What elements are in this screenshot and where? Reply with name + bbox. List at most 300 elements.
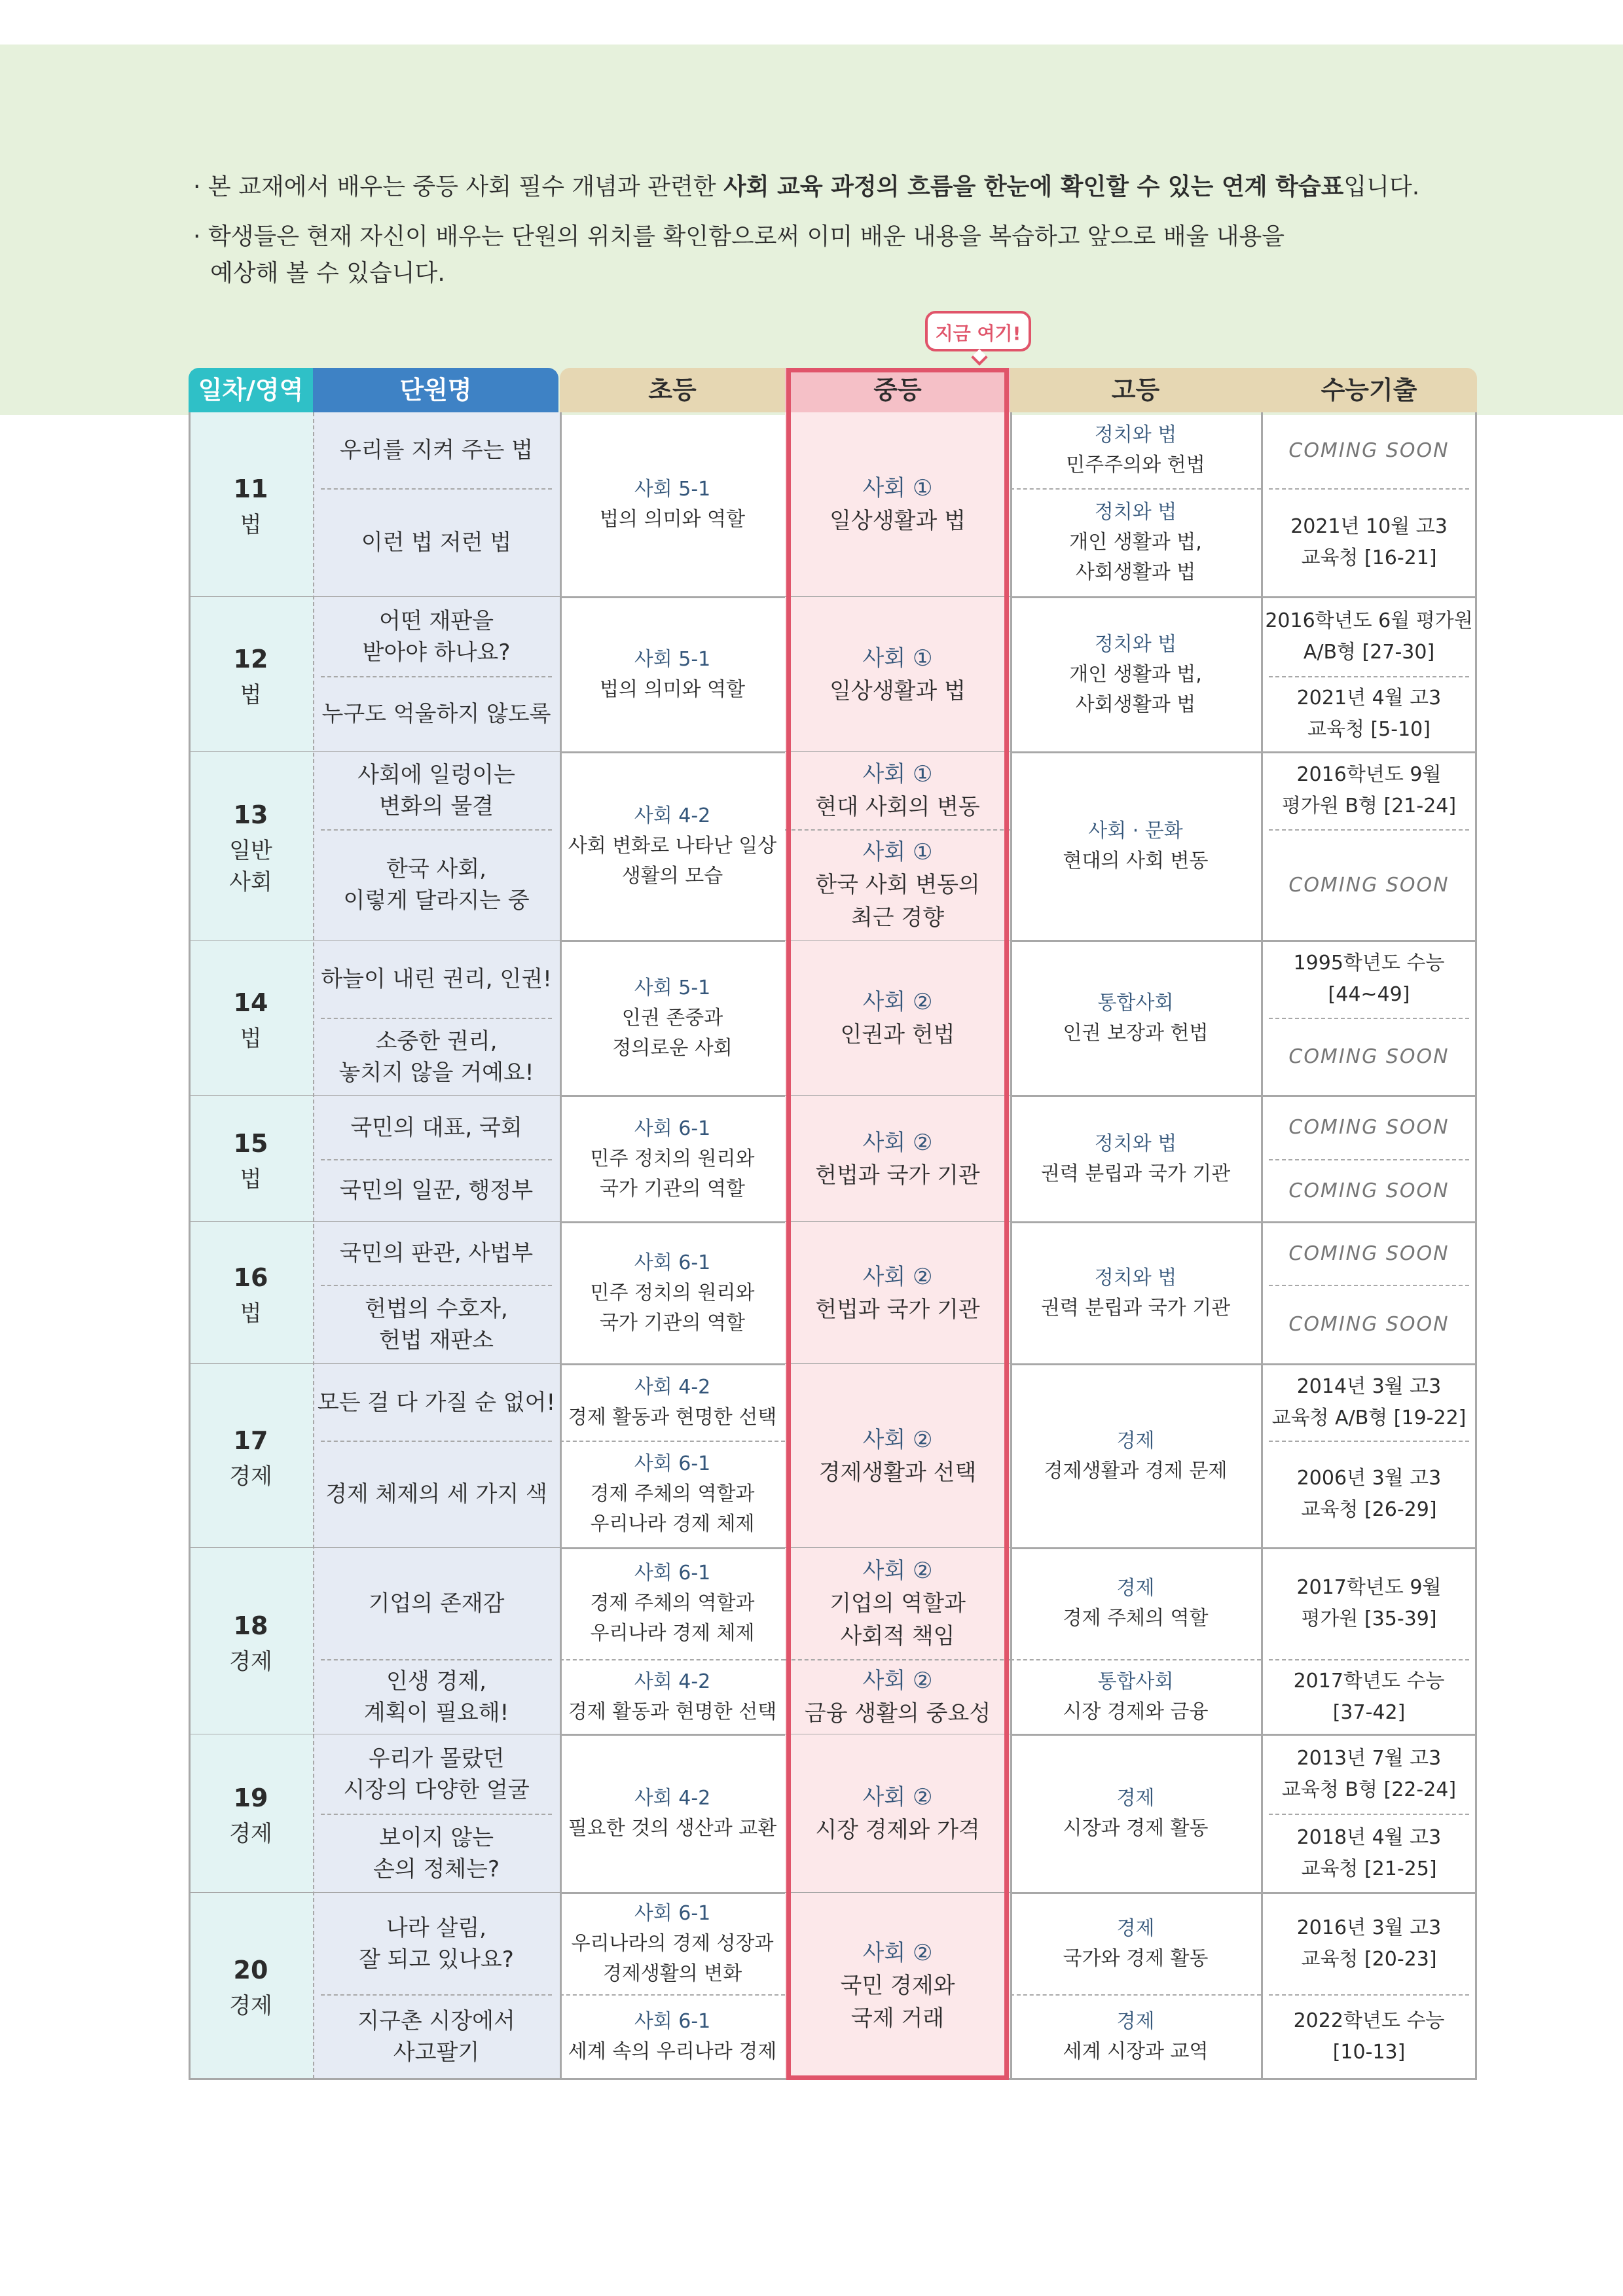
unit-name-cell [313, 1994, 560, 2079]
exam-source: 평가원 B형 [21-24] [1281, 795, 1457, 817]
elementary-divider [560, 1659, 785, 1660]
unit-name-cell [313, 1018, 560, 1096]
high-school-cell [1010, 1893, 1261, 1994]
unit-name-line: 모든 걸 다 가질 순 없어! [317, 1389, 556, 1416]
unit-divider [321, 1018, 552, 1019]
high-school-topic: 인권 보장과 헌법 [1063, 1021, 1209, 1045]
day-number: 14 [233, 988, 268, 1017]
unit-elem-divider [560, 412, 562, 2079]
exam-source: 교육청 [20-23] [1301, 1947, 1437, 1971]
exam-source: 2013년 7월 고3 [1296, 1746, 1442, 1770]
unit-name-cell [313, 1441, 560, 1548]
exam-source: 1995학년도 수능 [1293, 952, 1445, 975]
exam-divider [1269, 1018, 1469, 1019]
middle-school-cell [785, 1364, 1010, 1548]
unit-name-cell [313, 1285, 560, 1364]
unit-name-cell [313, 412, 560, 488]
unit-name-cell [313, 597, 560, 676]
exam-cell [1261, 1441, 1477, 1548]
day-number: 20 [233, 1956, 268, 1984]
unit-name-line: 지구촌 시장에서 [357, 2007, 515, 2034]
middle-school-subject: 사회 ② [862, 1426, 933, 1453]
unit-name-cell [313, 752, 560, 829]
unit-name-line: 나라 살림, [386, 1914, 486, 1941]
elementary-topic: 법의 의미와 역할 [600, 508, 745, 531]
exam-source: 2016학년도 6월 평가원 [1265, 609, 1473, 632]
high-school-topic: 권력 분립과 국가 기관 [1040, 1162, 1231, 1185]
exam-cell [1261, 1222, 1477, 1285]
high-school-divider [1010, 1659, 1261, 1660]
intro-text [193, 169, 1419, 305]
middle-school-cell [785, 1222, 1010, 1364]
curriculum-table [189, 368, 1477, 2080]
elementary-divider [560, 1994, 785, 1996]
middle-school-cell [785, 829, 1010, 941]
day-number: 12 [233, 644, 268, 673]
exam-source: 2021년 10월 고3 [1290, 515, 1448, 538]
high-school-subject: 정치와 법 [1094, 501, 1177, 524]
elementary-divider [560, 1441, 785, 1442]
high-school-subject: 정치와 법 [1094, 1266, 1177, 1289]
unit-name-line: 변화의 물결 [378, 793, 494, 819]
middle-school-topic: 인권과 헌법 [840, 1021, 955, 1048]
elementary-topic: 법의 의미와 역할 [600, 677, 745, 701]
unit-name-cell [313, 1734, 560, 1814]
unit-name-line: 잘 되고 있나요? [359, 1946, 514, 1973]
high-school-cell [1010, 597, 1261, 752]
area-label: 경제 [229, 1993, 272, 2019]
high-school-topic: 세계 시장과 교역 [1063, 2039, 1209, 2063]
unit-name-line: 우리를 지켜 주는 법 [339, 437, 534, 463]
exam-source: 교육청 A/B형 [19-22] [1271, 1406, 1467, 1429]
unit-name-line: 하늘이 내린 권리, 인권! [321, 966, 552, 992]
unit-divider [321, 1659, 552, 1660]
middle-school-topic: 일상생활과 법 [830, 508, 966, 534]
unit-name-line: 계획이 필요해! [363, 1699, 509, 1726]
row-separator [189, 2078, 1477, 2080]
high-school-subject: 경제 [1116, 1429, 1155, 1452]
elementary-subject: 사회 6-1 [634, 1117, 711, 1140]
high-school-subject: 사회 · 문화 [1088, 819, 1183, 842]
coming-soon-label: COMING SOON [1288, 1116, 1450, 1139]
elementary-cell [560, 1222, 785, 1364]
exam-source: [10-13] [1332, 2040, 1406, 2064]
unit-name-cell [313, 1893, 560, 1994]
middle-school-cell [785, 941, 1010, 1096]
exam-source: 2018년 4월 고3 [1296, 1825, 1442, 1849]
high-school-divider [1010, 488, 1261, 490]
exam-source: 2016년 3월 고3 [1296, 1916, 1442, 1939]
elementary-subject: 사회 4-2 [634, 1670, 711, 1693]
unit-name-line: 소중한 권리, [375, 1028, 498, 1054]
middle-school-subject: 사회 ① [862, 645, 933, 672]
day-cell [189, 412, 313, 597]
unit-name-line: 국민의 일꾼, 행정부 [339, 1177, 534, 1204]
middle-school-divider [785, 829, 1010, 831]
coming-soon-label: COMING SOON [1288, 1179, 1450, 1202]
middle-school-topic: 사회적 책임 [840, 1623, 955, 1649]
high-school-cell [1010, 1659, 1261, 1734]
area-label: 일반 [229, 838, 272, 864]
middle-school-subject: 사회 ① [862, 839, 933, 865]
high-school-cell [1010, 752, 1261, 941]
middle-school-subject: 사회 ① [862, 475, 933, 501]
header-exam: 수능기출 [1261, 368, 1477, 412]
unit-name-line: 보이지 않는 [378, 1824, 494, 1851]
high-school-topic: 경제 주체의 역할 [1063, 1607, 1209, 1630]
unit-name-line: 사회에 일렁이는 [357, 762, 515, 788]
unit-name-cell [313, 1814, 560, 1893]
elementary-subject: 사회 4-2 [634, 1375, 711, 1399]
exam-source: 교육청 [21-25] [1301, 1857, 1437, 1880]
unit-name-line: 우리가 몰랐던 [368, 1745, 505, 1772]
middle-school-subject: 사회 ② [862, 988, 933, 1015]
elementary-cell [560, 1659, 785, 1734]
unit-divider [321, 676, 552, 677]
high-school-topic: 현대의 사회 변동 [1063, 850, 1209, 872]
middle-school-cell [785, 412, 1010, 597]
unit-divider [321, 488, 552, 490]
middle-school-topic: 최근 경향 [850, 905, 945, 931]
exam-divider [1269, 829, 1469, 831]
unit-name-line: 인생 경제, [386, 1668, 486, 1695]
exam-source: 교육청 [16-21] [1301, 547, 1437, 569]
elementary-topic: 경제 주체의 역할과 [590, 1592, 755, 1615]
high-school-subject: 경제 [1116, 1577, 1155, 1600]
exam-divider [1269, 676, 1469, 677]
exam-source: A/B형 [27-30] [1303, 640, 1435, 664]
exam-cell [1261, 412, 1477, 488]
area-label: 경제 [229, 1648, 272, 1675]
high-school-subject: 경제 [1116, 2009, 1155, 2033]
high-school-cell [1010, 1548, 1261, 1659]
middle-school-topic: 헌법과 국가 기관 [815, 1162, 980, 1189]
header-elementary: 초등 [560, 368, 785, 412]
elementary-subject: 사회 6-1 [634, 1901, 711, 1925]
elementary-topic: 국가 기관의 역할 [600, 1177, 745, 1200]
middle-school-topic: 경제생활과 선택 [818, 1459, 977, 1486]
middle-school-cell [785, 1548, 1010, 1659]
high-school-subject: 경제 [1116, 1787, 1155, 1810]
high-school-topic: 경제생활과 경제 문제 [1044, 1459, 1228, 1482]
unit-name-cell [313, 1548, 560, 1659]
elementary-topic: 정의로운 사회 [612, 1036, 733, 1060]
exam-cell [1261, 1159, 1477, 1222]
high-school-topic: 개인 생활과 법, [1069, 531, 1202, 554]
exam-cell [1261, 1994, 1477, 2079]
intro-line-1-bold: 사회 교육 과정의 흐름을 한눈에 확인할 수 있는 연계 학습표 [723, 173, 1344, 200]
exam-divider [1269, 1159, 1469, 1160]
elementary-cell [560, 1441, 785, 1548]
high-school-subject: 정치와 법 [1094, 1132, 1177, 1155]
area-label: 경제 [229, 1463, 272, 1490]
high-school-cell [1010, 488, 1261, 597]
elementary-topic: 경제 활동과 현명한 선택 [568, 1700, 777, 1723]
unit-name-cell [313, 1096, 560, 1159]
exam-source: 2016학년도 9월 [1296, 763, 1442, 786]
elementary-subject: 사회 5-1 [634, 478, 711, 501]
unit-name-cell [313, 488, 560, 597]
elementary-cell [560, 1734, 785, 1893]
unit-divider [321, 1814, 552, 1815]
area-label: 법 [240, 1300, 262, 1327]
unit-divider [321, 1285, 552, 1286]
elementary-subject: 사회 4-2 [634, 1787, 711, 1810]
day-cell [189, 941, 313, 1096]
unit-name-line: 이런 법 저런 법 [361, 529, 512, 556]
exam-cell [1261, 597, 1477, 676]
day-number: 16 [233, 1263, 268, 1292]
unit-name-line: 손의 정체는? [373, 1856, 500, 1882]
coming-soon-label: COMING SOON [1288, 1242, 1450, 1265]
exam-source: 2022학년도 수능 [1293, 2009, 1445, 2032]
elementary-cell [560, 1364, 785, 1441]
unit-name-cell [313, 1159, 560, 1222]
middle-school-topic: 현대 사회의 변동 [815, 794, 980, 820]
unit-name-line: 누구도 억울하지 않도록 [321, 701, 551, 727]
coming-soon-label: COMING SOON [1288, 1313, 1450, 1336]
middle-school-topic: 시장 경제와 가격 [815, 1817, 980, 1843]
middle-school-subject: 사회 ① [862, 761, 933, 787]
exam-divider [1269, 488, 1469, 490]
intro-line-1-post: 입니다. [1343, 173, 1420, 200]
high-school-cell [1010, 412, 1261, 488]
day-number: 19 [233, 1784, 268, 1812]
exam-source: [37-42] [1332, 1700, 1406, 1724]
unit-divider [321, 1994, 552, 1996]
unit-name-cell [313, 1222, 560, 1285]
unit-name-line: 헌법의 수호자, [365, 1295, 508, 1322]
elementary-cell [560, 412, 785, 597]
unit-divider [321, 1159, 552, 1160]
exam-cell [1261, 1364, 1477, 1441]
coming-soon-label: COMING SOON [1288, 439, 1450, 462]
elementary-topic: 생활의 모습 [621, 865, 723, 888]
elementary-topic: 경제 주체의 역할과 [590, 1482, 755, 1505]
day-cell [189, 1893, 313, 2079]
exam-cell [1261, 488, 1477, 597]
unit-name-cell [313, 941, 560, 1018]
coming-soon-label: COMING SOON [1288, 873, 1450, 897]
area-label: 경제 [229, 1821, 272, 1847]
unit-name-line: 놓치지 않을 거예요! [338, 1059, 534, 1086]
day-number: 15 [233, 1128, 268, 1158]
elementary-cell [560, 1994, 785, 2079]
area-label: 법 [240, 681, 262, 708]
exam-cell [1261, 1893, 1477, 1994]
unit-name-line: 한국 사회, [386, 856, 486, 882]
exam-cell [1261, 1096, 1477, 1159]
elementary-subject: 사회 5-1 [634, 647, 711, 671]
high-school-cell [1010, 941, 1261, 1096]
elementary-cell [560, 597, 785, 752]
unit-divider [321, 829, 552, 831]
middle-school-cell [785, 1893, 1010, 2079]
intro-line-1-pre: · 본 교재에서 배우는 중등 사회 필수 개념과 관련한 [193, 173, 723, 200]
unit-name-line: 이렇게 달라지는 중 [343, 888, 530, 914]
high-school-subject: 정치와 법 [1094, 632, 1177, 656]
high-school-cell [1010, 1364, 1261, 1548]
exam-source: 교육청 B형 [22-24] [1281, 1778, 1457, 1801]
exam-divider [1269, 1814, 1469, 1815]
high-school-topic: 시장과 경제 활동 [1063, 1817, 1209, 1840]
intro-line-3-text: 예상해 볼 수 있습니다. [210, 260, 445, 287]
elementary-topic: 민주 정치의 원리와 [590, 1281, 755, 1304]
elementary-cell [560, 941, 785, 1096]
exam-cell [1261, 829, 1477, 941]
middle-school-topic: 헌법과 국가 기관 [815, 1296, 980, 1323]
exam-cell [1261, 1734, 1477, 1814]
high-school-subject: 경제 [1116, 1916, 1155, 1940]
exam-source: 2021년 4월 고3 [1296, 687, 1442, 709]
area-label: 법 [240, 1166, 262, 1193]
elementary-topic: 인권 존중과 [621, 1006, 723, 1030]
exam-divider [1269, 1994, 1469, 1996]
high-school-topic: 개인 생활과 법, [1069, 662, 1202, 686]
day-number: 17 [233, 1426, 268, 1455]
mid-high-divider [1010, 412, 1012, 2079]
middle-school-divider [785, 1659, 1010, 1660]
day-cell [189, 1222, 313, 1364]
exam-source: 2006년 3월 고3 [1296, 1467, 1442, 1490]
elementary-subject: 사회 5-1 [634, 976, 711, 999]
elementary-subject: 사회 6-1 [634, 1251, 711, 1274]
high-school-subject: 정치와 법 [1094, 423, 1177, 446]
middle-school-cell [785, 1734, 1010, 1893]
unit-name-line: 받아야 하나요? [362, 639, 511, 666]
exam-divider [1269, 1659, 1469, 1660]
unit-name-cell [313, 829, 560, 941]
exam-cell [1261, 1018, 1477, 1096]
elementary-subject: 사회 6-1 [634, 2009, 711, 2033]
high-school-divider [1010, 1994, 1261, 1996]
exam-cell [1261, 1285, 1477, 1364]
day-number: 11 [233, 475, 268, 503]
middle-school-topic: 한국 사회 변동의 [815, 872, 980, 898]
middle-school-topic: 국민 경제와 [840, 1973, 955, 1999]
current-position-badge: 지금 여기! [925, 311, 1031, 351]
elementary-subject: 사회 6-1 [634, 1562, 711, 1585]
high-school-cell [1010, 1222, 1261, 1364]
exam-cell [1261, 752, 1477, 829]
unit-divider [321, 1441, 552, 1442]
high-school-topic: 국가와 경제 활동 [1063, 1946, 1209, 1970]
unit-name-cell [313, 1659, 560, 1734]
high-school-topic: 민주주의와 헌법 [1066, 454, 1205, 476]
day-cell [189, 1096, 313, 1222]
elementary-topic: 경제생활의 변화 [602, 1962, 742, 1985]
header-unit-name: 단원명 [313, 368, 558, 412]
unit-name-line: 국민의 판관, 사법부 [339, 1240, 534, 1266]
middle-school-topic: 기업의 역할과 [830, 1590, 966, 1617]
unit-name-cell [313, 676, 560, 752]
exam-source: 교육청 [5-10] [1307, 718, 1431, 741]
header-middle-school: 중등 [785, 368, 1010, 412]
area-label: 사회 [229, 869, 272, 895]
elementary-topic: 사회 변화로 나타난 일상 [568, 834, 777, 857]
middle-school-cell [785, 1096, 1010, 1222]
exam-divider [1269, 1285, 1469, 1286]
middle-school-cell [785, 597, 1010, 752]
middle-school-topic: 일상생활과 법 [830, 677, 966, 704]
elementary-cell [560, 1893, 785, 1994]
middle-school-subject: 사회 ② [862, 1263, 933, 1290]
day-number: 18 [233, 1611, 268, 1640]
elementary-topic: 세계 속의 우리나라 경제 [568, 2039, 777, 2063]
table-right-border [1475, 412, 1477, 2079]
elementary-topic: 우리나라 경제 체제 [590, 1622, 755, 1645]
coming-soon-label: COMING SOON [1288, 1045, 1450, 1068]
high-school-topic: 사회생활과 법 [1075, 561, 1196, 584]
exam-source: [44~49] [1328, 983, 1410, 1006]
elementary-topic: 우리나라의 경제 성장과 [571, 1931, 774, 1955]
intro-line-1 [193, 169, 1419, 206]
middle-school-subject: 사회 ② [862, 1940, 933, 1966]
unit-name-cell [313, 1364, 560, 1441]
unit-name-line: 어떤 재판을 [378, 607, 494, 634]
unit-name-line: 헌법 재판소 [378, 1327, 494, 1354]
unit-name-line: 기업의 존재감 [368, 1590, 505, 1617]
elementary-topic: 경제 활동과 현명한 선택 [568, 1405, 777, 1429]
exam-source: 평가원 [35-39] [1301, 1607, 1437, 1630]
exam-source: 2017학년도 9월 [1296, 1576, 1442, 1599]
high-school-cell [1010, 1734, 1261, 1893]
area-label: 법 [240, 1025, 262, 1052]
elementary-topic: 우리나라 경제 체제 [590, 1513, 755, 1535]
middle-school-cell [785, 1659, 1010, 1734]
day-cell [189, 1734, 313, 1893]
day-unit-divider [313, 412, 314, 2079]
high-school-topic: 권력 분립과 국가 기관 [1040, 1296, 1231, 1319]
exam-cell [1261, 1548, 1477, 1659]
exam-divider [1269, 1441, 1469, 1442]
table-left-border [189, 412, 191, 2079]
exam-cell [1261, 1659, 1477, 1734]
unit-name-line: 사고팔기 [393, 2039, 480, 2066]
middle-school-subject: 사회 ② [862, 1667, 933, 1694]
high-school-cell [1010, 1994, 1261, 2079]
day-cell [189, 597, 313, 752]
day-cell [189, 752, 313, 941]
high-school-topic: 사회생활과 법 [1075, 692, 1196, 716]
exam-cell [1261, 941, 1477, 1018]
exam-cell [1261, 1814, 1477, 1893]
exam-cell [1261, 676, 1477, 752]
header-high-school: 고등 [1010, 368, 1261, 412]
elementary-subject: 사회 4-2 [634, 804, 711, 827]
high-exam-divider [1261, 412, 1263, 2079]
elementary-cell [560, 1096, 785, 1222]
exam-source: 2017학년도 수능 [1293, 1669, 1445, 1693]
exam-source: 교육청 [26-29] [1301, 1498, 1437, 1521]
intro-line-2-text: · 학생들은 현재 자신이 배우는 단원의 위치를 확인함으로써 이미 배운 내용을 복습하고 앞으로 배울 내용을 [193, 223, 1285, 250]
middle-school-subject: 사회 ② [862, 1558, 933, 1584]
unit-name-line: 국민의 대표, 국회 [350, 1114, 522, 1141]
day-number: 13 [233, 800, 268, 829]
elementary-subject: 사회 6-1 [634, 1452, 711, 1475]
day-cell [189, 1548, 313, 1734]
middle-school-subject: 사회 ② [862, 1784, 933, 1810]
elementary-cell [560, 1548, 785, 1659]
middle-school-subject: 사회 ② [862, 1129, 933, 1156]
intro-line-2 [193, 219, 1419, 292]
unit-name-line: 시장의 다양한 얼굴 [343, 1776, 530, 1803]
high-school-subject: 통합사회 [1097, 1670, 1174, 1693]
area-label: 법 [240, 512, 262, 538]
high-school-subject: 통합사회 [1097, 991, 1174, 1014]
elementary-cell [560, 752, 785, 941]
middle-school-topic: 국제 거래 [850, 2005, 945, 2032]
